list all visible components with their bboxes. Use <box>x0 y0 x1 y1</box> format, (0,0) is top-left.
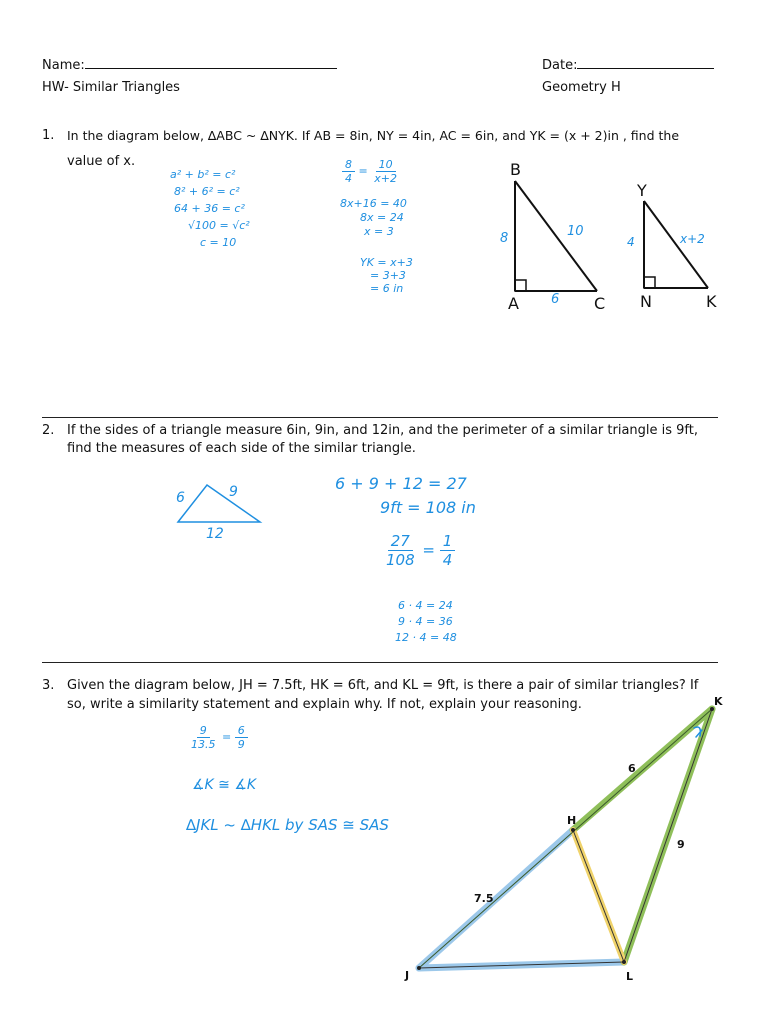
q3-text-line1: Given the diagram below, JH = 7.5ft, HK = 6ft, and KL = 9ft, is there a pair of similar triangles? If <box>67 678 699 693</box>
work-line: 8x+16 = 40 <box>340 197 407 210</box>
name-label: Name: <box>42 58 85 73</box>
q2-perimeter-sum: 6 + 9 + 12 = 27 <box>335 474 467 493</box>
work-line: YK = x+3 <box>360 256 413 269</box>
q2-text-line1: If the sides of a triangle measure 6in, 9in, and 12in, and the perimeter of a similar triangle is 9ft, <box>67 423 699 438</box>
side-ab-label: 8 <box>500 231 509 246</box>
label-n: N <box>640 292 652 311</box>
fraction: $\frac{27}{108}$ <box>386 532 415 569</box>
q2-side-right: 9 <box>229 484 238 500</box>
section-divider <box>42 662 718 663</box>
label-l: L <box>626 970 634 983</box>
side-kl-label: 9 <box>677 838 685 851</box>
fraction: $\frac{6}{9}$ <box>235 724 248 751</box>
work-line: x = 3 <box>364 225 394 238</box>
work-line: a² + b² = c² <box>170 168 236 181</box>
fraction: $\frac{1}{4}$ <box>440 532 456 569</box>
label-y: Y <box>637 181 647 200</box>
label-j: J <box>405 969 410 982</box>
q1-text-line1: In the diagram below, ∆ABC ~ ∆NYK. If AB = 8in, NY = 4in, AC = 6in, and YK = (x + 2)in , find the <box>67 128 680 143</box>
label-k: K <box>706 292 717 311</box>
fraction: $\frac{8}{4}$ <box>342 158 355 185</box>
work-line: 9 · 4 = 36 <box>398 615 453 628</box>
q3-number: 3. <box>42 678 55 693</box>
q3-diagram <box>417 707 714 970</box>
side-jh-label: 7.5 <box>474 892 494 905</box>
q2-triangle <box>178 485 260 522</box>
fraction: $\frac{10}{x+2}$ <box>374 158 397 185</box>
q3-similarity-statement: ∆JKL ~ ∆HKL by SAS ≅ SAS <box>186 816 389 834</box>
q3-ratio: $\frac{9}{13.5}$ = $\frac{6}{9}$ <box>188 724 248 751</box>
label-k: K <box>714 695 723 708</box>
q2-number: 2. <box>42 423 55 438</box>
q3-text-line2: so, write a similarity statement and explain why. If not, explain your reasoning. <box>67 697 582 712</box>
date-label: Date: <box>542 58 578 73</box>
work-line: 64 + 36 = c² <box>174 202 245 215</box>
work-line: = 6 in <box>370 282 404 295</box>
work-line: √100 = √c² <box>188 219 250 232</box>
label-a: A <box>508 294 519 313</box>
fraction: $\frac{9}{13.5}$ <box>191 724 216 751</box>
side-ac-label: 6 <box>551 292 560 307</box>
work-line: 12 · 4 = 48 <box>395 631 457 644</box>
worksheet-title: HW- Similar Triangles <box>42 80 180 95</box>
side-hk-label: 6 <box>628 762 636 775</box>
side-bc-label: 10 <box>567 224 584 239</box>
q3-angle-congruence: ∡K ≅ ∡K <box>192 777 257 793</box>
work-line: 8² + 6² = c² <box>174 185 240 198</box>
side-yk-label: x+2 <box>680 232 705 246</box>
work-line: 6 · 4 = 24 <box>398 599 453 612</box>
triangle-abc <box>515 181 597 291</box>
label-c: C <box>594 294 606 313</box>
q2-side-left: 6 <box>176 490 185 506</box>
label-h: H <box>567 814 577 827</box>
section-divider <box>42 417 718 418</box>
q2-ratio: $\frac{27}{108}$ = $\frac{1}{4}$ <box>383 532 455 569</box>
work-line: = 3+3 <box>370 269 406 282</box>
label-b: B <box>510 160 521 179</box>
q2-side-bottom: 12 <box>206 526 224 542</box>
q1-text-line2: value of x. <box>67 154 136 169</box>
work-line: c = 10 <box>200 236 237 249</box>
q2-conversion: 9ft = 108 in <box>380 498 476 517</box>
q2-products <box>395 598 457 646</box>
side-ny-label: 4 <box>627 235 635 249</box>
course-name: Geometry H <box>542 80 621 95</box>
work-line: 8x = 24 <box>360 211 404 224</box>
q1-proportion: $\frac{8}{4}$ = $\frac{10}{x+2}$ <box>342 158 400 185</box>
q1-number: 1. <box>42 128 55 143</box>
q2-text-line2: find the measures of each side of the similar triangle. <box>67 441 416 456</box>
